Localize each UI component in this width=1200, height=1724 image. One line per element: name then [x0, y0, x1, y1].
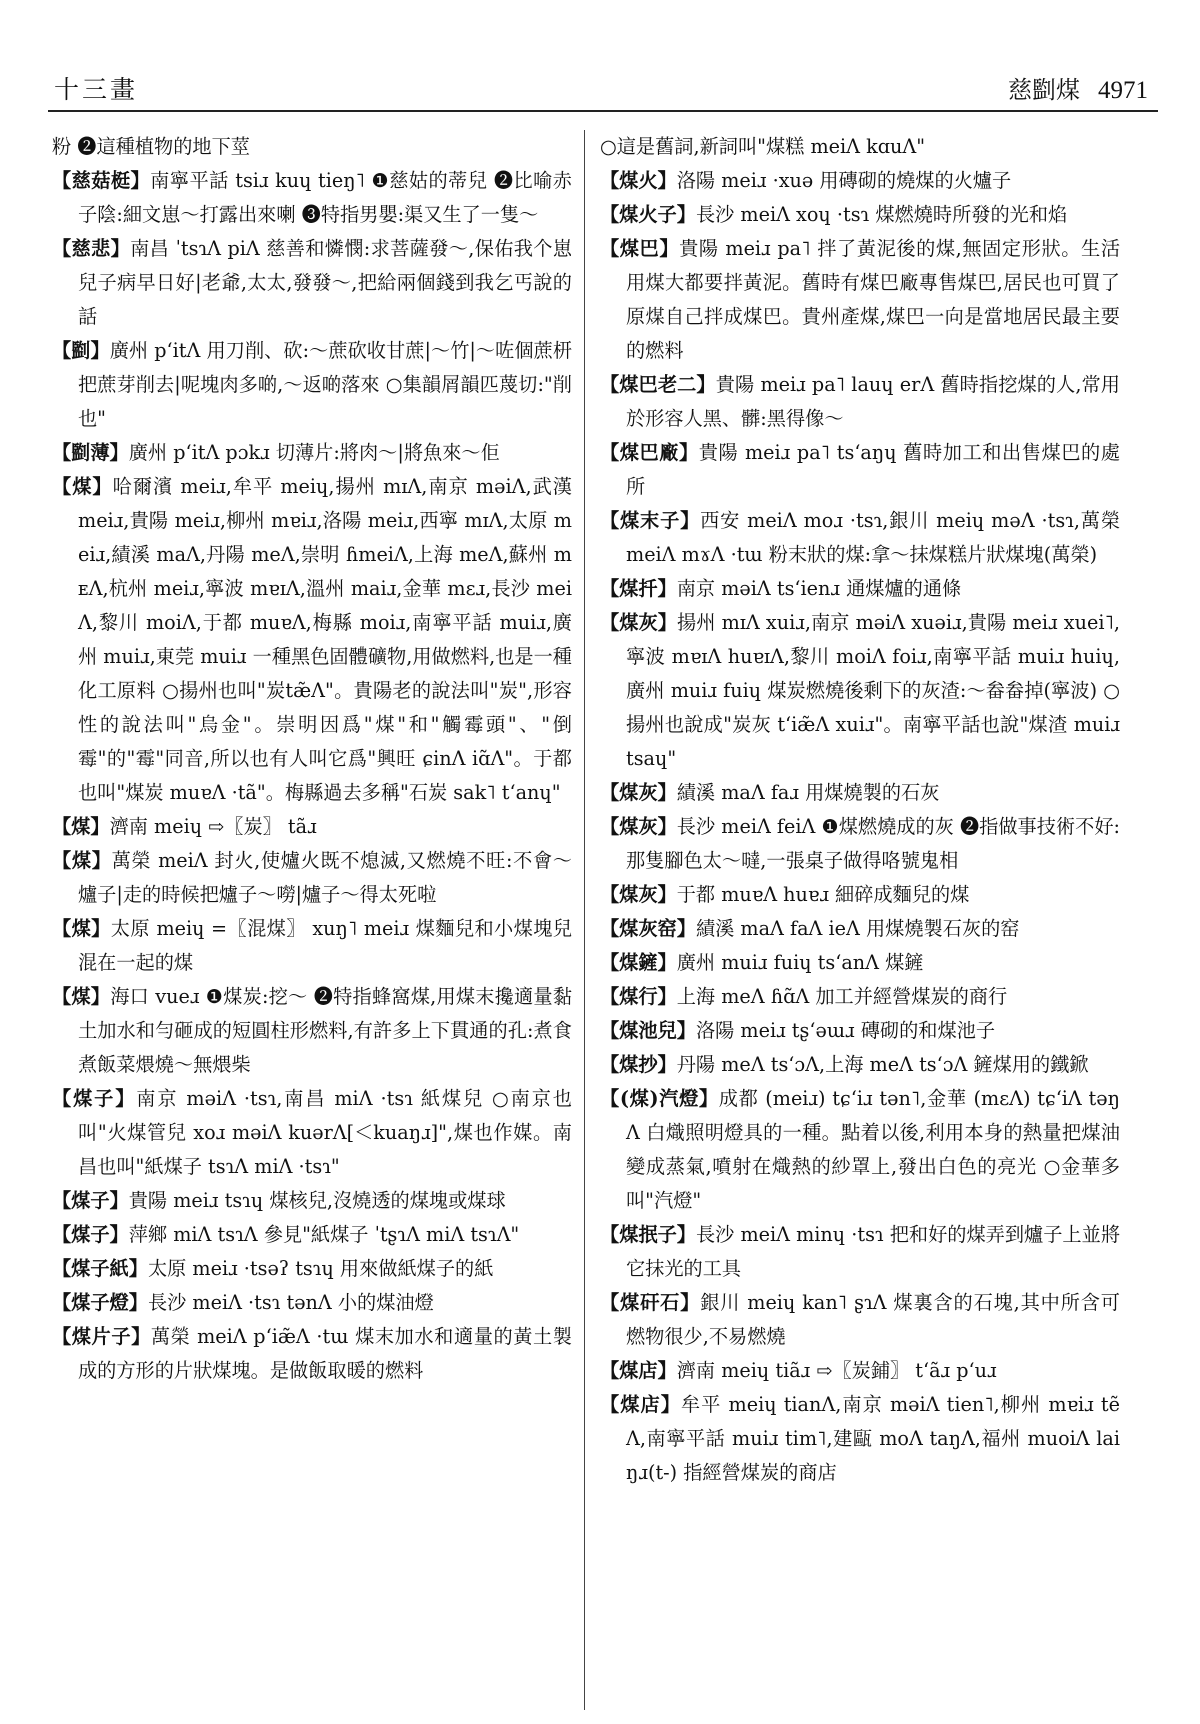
- entry-body: 長沙 meiɅ feiɅ ❶煤燃燒成的灰 ❷指做事技術不好:那隻腳色太～噠,一張桌子做得咯號鬼相: [626, 815, 1120, 872]
- dictionary-entry: [600, 878, 1120, 912]
- entry-headword: 【㔋】: [52, 339, 110, 362]
- dictionary-entry: [52, 1082, 572, 1184]
- dictionary-entry: [52, 470, 572, 810]
- column-divider: [584, 130, 585, 1710]
- entry-body: 績溪 maɅ faɹ 用煤燒製的石灰: [676, 781, 940, 804]
- entry-body: 于都 muɐɅ huɐɹ 細碎成麵兒的煤: [676, 883, 970, 906]
- entry-body: 洛陽 meiɹ ·xuə 用磚砌的燒煤的火爐子: [676, 169, 1012, 192]
- page-header: [48, 62, 1158, 112]
- entry-headword: 【煤巴廠】: [600, 441, 699, 464]
- dictionary-entry: [600, 368, 1120, 436]
- dictionary-entry: [600, 1014, 1120, 1048]
- dictionary-entry: [52, 810, 572, 844]
- entry-body: 西安 meiɅ moɹ ·tsɿ,銀川 meiɥ məɅ ·tsɿ,萬榮 meiɅ mɤɅ ·tɯ 粉末狀的煤:拿～抹煤糕片狀煤塊(萬榮): [626, 509, 1120, 566]
- dictionary-entry: [52, 436, 572, 470]
- entry-body: 太原 meiɹ ·tsəʔ tsɿɥ 用來做紙煤子的紙: [147, 1257, 494, 1280]
- entry-body: 南京 məiɅ ·tsɿ,南昌 miɅ ·tsɿ 紙煤兒 ○南京也叫"火煤管兒 xoɹ məiɅ kuərɅ[＜kuaŋɹ]",煤也作媒。南昌也叫"紙煤子 tsɿɅ miɅ ·tsɿ": [78, 1087, 572, 1178]
- dictionary-entry: [600, 130, 1120, 164]
- entry-headword: 【煤】: [52, 917, 111, 940]
- entry-body: 丹陽 meɅ tsʻɔɅ,上海 meɅ tsʻɔɅ 鏟煤用的鐵鍁: [676, 1053, 1089, 1076]
- dictionary-entry: [600, 232, 1120, 368]
- entry-headword: 【煤店】: [600, 1393, 681, 1416]
- entry-headword: 【煤】: [52, 475, 113, 498]
- entry-headword: 【煤抿子】: [600, 1223, 696, 1246]
- entry-body: 廣州 pʻitɅ 用刀削、砍:～蔗砍收甘蔗|～竹|～咗個蔗枅把蔗芽削去|呢塊肉多啲,～返啲落來 ○集韻屑韻匹蔑切:"削也": [78, 339, 572, 430]
- entry-body: 牟平 meiɥ tianɅ,南京 məiɅ tien˥,柳州 mɐiɹ tẽɅ,南寧平話 muiɹ tim˥,建甌 moɅ taŋɅ,福州 muoiɅ laiŋɹ(t-) 指經營煤炭的商店: [626, 1393, 1120, 1484]
- dictionary-entry: [52, 1252, 572, 1286]
- entry-body: 南寧平話 tsiɹ kuɥ tieŋ˥ ❶慈姑的蒂兒 ❷比喻赤子陰:細文崽～打露出來喇 ❸特指男嬰:渠又生了一隻～: [78, 169, 572, 226]
- entry-body: 廣州 muiɹ fuiɥ tsʻanɅ 煤鏟: [676, 951, 924, 974]
- dictionary-entry: [52, 844, 572, 912]
- dictionary-entry: [600, 776, 1120, 810]
- entry-body: 揚州 mɪɅ xuiɹ,南京 məiɅ xuəiɹ,貴陽 meiɹ xuei˥,寧波 mɐɪɅ huɐɪɅ,黎川 moiɅ foiɹ,南寧平話 muiɹ huiɥ,廣州 muiɹ fuiɥ 煤炭燃燒後剩下的灰渣:～畚畚掉(寧波) ○揚州也說成"炭灰 tʻiæ̃Ʌ xuiɹ"。南寧平話也說"煤渣 muiɹ tsaɥ": [626, 611, 1120, 770]
- entry-headword: 【煤】: [52, 985, 111, 1008]
- entry-headword: 【煤鏟】: [600, 951, 677, 974]
- dictionary-entry: [600, 1286, 1120, 1354]
- entry-body: 南京 məiɅ tsʻienɹ 通煤爐的通條: [676, 577, 962, 600]
- dictionary-entry: [52, 130, 572, 164]
- entry-headword: 【煤扦】: [600, 577, 677, 600]
- entry-body: 績溪 maɅ faɅ ieɅ 用煤燒製石灰的窑: [695, 917, 1020, 940]
- dictionary-entry: [600, 198, 1120, 232]
- entry-headword: 【煤子】: [52, 1223, 129, 1246]
- left-column: [52, 130, 572, 1710]
- entry-headword: 【煤子】: [52, 1189, 129, 1212]
- dictionary-entry: [52, 164, 572, 232]
- entry-headword: 【煤店】: [600, 1359, 677, 1382]
- entry-body: 貴陽 meiɹ tsɿɥ 煤核兒,沒燒透的煤塊或煤球: [128, 1189, 506, 1212]
- dictionary-entry: [600, 572, 1120, 606]
- entry-body: 濟南 meiɥ tiãɹ ⇨〖炭鋪〗 tʻãɹ pʻuɹ: [676, 1359, 997, 1382]
- entry-body: 海口 vueɹ ❶煤炭:挖～ ❷特指蜂窩煤,用煤末攙適量黏土加水和勻砸成的短圓柱形燃料,有許多上下貫通的孔:煮食煮飯菜煨燒～無煨柴: [78, 985, 572, 1076]
- dictionary-entry: [600, 810, 1120, 878]
- entry-headword: 【煤子】: [52, 1087, 137, 1110]
- entry-headword: 【㔋薄】: [52, 441, 129, 464]
- dictionary-entry: [52, 1184, 572, 1218]
- entry-headword: 【煤火】: [600, 169, 677, 192]
- entry-headword: 【煤巴老二】: [600, 373, 716, 396]
- entry-headword: 【煤灰】: [600, 611, 677, 634]
- dictionary-entry: [52, 1320, 572, 1388]
- entry-body: 萬榮 meiɅ 封火,使爐火既不熄滅,又燃燒不旺:不會～爐子|走的時候把爐子～嘮|爐子～得太死啦: [78, 849, 572, 906]
- dictionary-entry: [600, 164, 1120, 198]
- entry-body: ○這是舊詞,新詞叫"煤糕 meiɅ kɑuɅ": [600, 135, 926, 158]
- dictionary-entry: [52, 1218, 572, 1252]
- entry-body: 上海 meɅ ɦɑ̃Ʌ 加工并經營煤炭的商行: [676, 985, 1008, 1008]
- entry-body: 銀川 meiɥ kan˥ ʂɿɅ 煤裏含的石塊,其中所含可燃物很少,不易燃燒: [626, 1291, 1120, 1348]
- entry-headword: 【煤池兒】: [600, 1019, 696, 1042]
- entry-body: 哈爾濱 meiɹ,牟平 meiɥ,揚州 mɪɅ,南京 məiɅ,武漢 meiɹ,貴陽 meiɹ,柳州 mɐiɹ,洛陽 meiɹ,西寧 mɪɅ,太原 meiɹ,績溪 maɅ,丹陽 meɅ,崇明 ɦmeiɅ,上海 meɅ,蘇州 mᴇɅ,杭州 meiɹ,寧波 mɐɪɅ,溫州 maiɹ,金華 mɛɹ,長沙 meiɅ,黎川 moiɅ,于都 muɐɅ,梅縣 moiɹ,南寧平話 muiɹ,廣州 muiɹ,東莞 muiɹ 一種黑色固體礦物,用做燃料,也是一種化工原料 ○揚州也叫"炭tæ̃Ʌ"。貴陽老的說法叫"炭",形容性的說法叫"烏金"。崇明因爲"煤"和"觸霉頭"、"倒霉"的"霉"同音,所以也有人叫它爲"興旺 ɕinɅ iɑ̃Ʌ"。于都也叫"煤炭 muɐɅ ·tã"。梅縣過去多稱"石炭 sak˥ tʻanɥ": [78, 475, 572, 804]
- entry-headword: 【煤抄】: [600, 1053, 677, 1076]
- entry-headword: 【煤片子】: [52, 1325, 151, 1348]
- entry-body: 成都 (meiɹ) tɕʻiɹ tən˥,金華 (mɛɅ) tɕʻiɅ təŋɅ 白熾照明燈具的一種。點着以後,利用本身的熱量把煤油變成蒸氣,噴射在熾熱的紗罩上,發出白色的亮光 ○金華多叫"汽燈": [626, 1087, 1120, 1212]
- entry-body: 廣州 pʻitɅ pɔkɹ 切薄片:將肉～|將魚來～佢: [128, 441, 500, 464]
- section-title: 十三畫: [54, 75, 139, 104]
- dictionary-entry: [600, 436, 1120, 504]
- dictionary-entry: [52, 334, 572, 436]
- entry-headword: 【慈菇梃】: [52, 169, 151, 192]
- entry-body: 長沙 meiɅ ·tsɿ tənɅ 小的煤油燈: [147, 1291, 434, 1314]
- dictionary-entry: [52, 1286, 572, 1320]
- dictionary-entry: [600, 1048, 1120, 1082]
- dictionary-entry: [600, 1218, 1120, 1286]
- entry-body: 貴陽 meiɹ pa˥ lauɥ erɅ 舊時指挖煤的人,常用於形容人黑、髒:黑得像～: [626, 373, 1120, 430]
- entry-headword: 【煤灰】: [600, 781, 677, 804]
- dictionary-entry: [600, 912, 1120, 946]
- entry-headword: 【慈悲】: [52, 237, 131, 260]
- dictionary-entry: [600, 1082, 1120, 1218]
- dictionary-entry: [52, 912, 572, 980]
- entry-headword: 【煤子燈】: [52, 1291, 148, 1314]
- entry-body: 太原 meiɥ =〖混煤〗 xuŋ˥ meiɹ 煤麵兒和小煤塊兒混在一起的煤: [78, 917, 572, 974]
- entry-headword: 【煤矸石】: [600, 1291, 701, 1314]
- entry-headword: 【煤末子】: [600, 509, 701, 532]
- entry-body: 長沙 meiɅ xoɥ ·tsɿ 煤燃燒時所發的光和焰: [695, 203, 1068, 226]
- entry-body: 貴陽 meiɹ pa˥ 拌了黃泥後的煤,無固定形狀。生活用煤大都要拌黃泥。舊時有煤巴廠專售煤巴,居民也可買了原煤自己拌成煤巴。貴州產煤,煤巴一向是當地居民最主要的燃料: [626, 237, 1120, 362]
- entry-body: 濟南 meiɥ ⇨〖炭〗 tãɹ: [109, 815, 317, 838]
- dictionary-entry: [600, 504, 1120, 572]
- dictionary-entry: [52, 980, 572, 1082]
- right-column: [600, 130, 1120, 1710]
- entry-body: 貴陽 meiɹ pa˥ tsʻaŋɥ 舊時加工和出售煤巴的處所: [626, 441, 1120, 498]
- entry-headword: 【煤】: [52, 815, 110, 838]
- entry-headword: 【煤】: [52, 849, 112, 872]
- dictionary-entry: [600, 946, 1120, 980]
- entry-body: 長沙 meiɅ minɥ ·tsɿ 把和好的煤弄到爐子上並將它抹光的工具: [626, 1223, 1120, 1280]
- page-number: 4971: [1098, 77, 1148, 104]
- dictionary-entry: [52, 232, 572, 334]
- entry-body: 萍鄉 miɅ tsɿɅ 參見"紙煤子 ˈtʂɿɅ miɅ tsɿɅ": [128, 1223, 520, 1246]
- running-head: [1008, 70, 1148, 105]
- entry-headword: 【煤灰】: [600, 883, 677, 906]
- entry-body: 萬榮 meiɅ pʻiæ̃Ʌ ·tɯ 煤末加水和適量的黃土製成的方形的片狀煤塊。是做飯取暖的燃料: [78, 1325, 572, 1382]
- dictionary-entry: [600, 1354, 1120, 1388]
- entry-headword: 【煤行】: [600, 985, 677, 1008]
- entry-body: 洛陽 meiɹ tʂʻəɯɹ 磚砌的和煤池子: [695, 1019, 996, 1042]
- entry-headword: 【煤灰窑】: [600, 917, 696, 940]
- entry-headword: 【煤火子】: [600, 203, 696, 226]
- entry-body: 南昌 ˈtsɿɅ piɅ 慈善和憐憫:求菩薩發～,保佑我个崽兒子病早日好|老爺,太太,發發～,把給兩個錢到我乞丐說的話: [78, 237, 572, 328]
- dictionary-entry: [600, 1388, 1120, 1490]
- running-head-chars: 慈㔋煤: [1008, 76, 1080, 104]
- entry-body: 粉 ❷這種植物的地下莖: [52, 135, 250, 158]
- entry-headword: 【(煤)汽燈】: [600, 1087, 719, 1110]
- entry-headword: 【煤巴】: [600, 237, 680, 260]
- entry-headword: 【煤子紙】: [52, 1257, 148, 1280]
- dictionary-entry: [600, 980, 1120, 1014]
- entry-headword: 【煤灰】: [600, 815, 677, 838]
- dictionary-entry: [600, 606, 1120, 776]
